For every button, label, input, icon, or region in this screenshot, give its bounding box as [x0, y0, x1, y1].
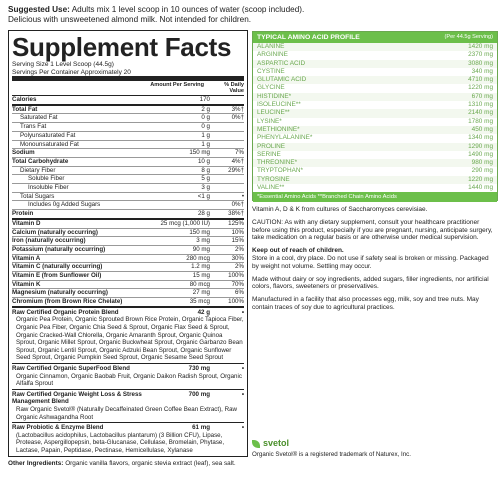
blend-header: [12, 424, 244, 432]
nutrient-dv: 2%: [235, 245, 244, 253]
facts-row: [12, 272, 244, 281]
nutrient-dv: [214, 96, 244, 104]
blend: [12, 364, 244, 390]
blend: [12, 423, 244, 456]
amino-row: [253, 84, 497, 92]
amino-row: [253, 118, 497, 126]
col-amount: Amount Per Serving: [150, 82, 204, 88]
amino-row: [253, 167, 497, 175]
facts-row: [12, 184, 244, 193]
amino-row: [253, 126, 497, 134]
nutrient-amount: <1 g: [197, 192, 210, 200]
panel-title: Supplement Facts: [12, 32, 232, 62]
amino-row: [253, 43, 497, 51]
amino-row: [253, 176, 497, 184]
nutrient-amount: 150 mg: [189, 228, 210, 236]
label-text: [252, 206, 496, 317]
nutrient-amount: 8 g: [201, 166, 210, 174]
nutrient-name: Includes 0g Added Sugars: [28, 201, 101, 209]
blend-amount: 730 mg: [188, 365, 210, 373]
nutrient-name: Insoluble Fiber: [28, 184, 69, 192]
nutrient-amount: 25 mcg (1,000 IU): [160, 219, 210, 227]
amino-value: 1420 mg: [468, 43, 493, 50]
amino-header: [253, 32, 497, 43]
nutrient-name: Potassium (naturally occurring): [12, 245, 106, 253]
amino-name: ARGININE: [257, 51, 288, 59]
nutrient-name: Vitamin A: [12, 254, 41, 262]
facts-row: [12, 141, 244, 150]
nutrient-name: Sodium: [12, 149, 35, 157]
nutrient-dv: 0%†: [231, 201, 244, 209]
nutrient-name: Iron (naturally occurring): [12, 237, 86, 245]
nutrient-dv: 10%: [231, 228, 244, 236]
amino-name: LEUCINE**: [257, 109, 290, 117]
facts-row: [12, 246, 244, 255]
nutrient-dv: [214, 184, 244, 192]
nutrient-amount: 1.2 mg: [191, 263, 210, 271]
made-without-text: Made without dairy or soy ingredients, added sugars, filler ingredients, nor artificial colors, flavors, sweeteners or preservatives.: [252, 275, 489, 291]
amino-title: TYPICAL AMINO ACID PROFILE: [257, 34, 360, 41]
nutrient-amount: 10 g: [197, 157, 210, 165]
nutrient-dv: 30%: [231, 254, 244, 262]
nutrient-dv: 2%: [235, 263, 244, 271]
amino-value: 2140 mg: [468, 109, 493, 117]
blend-amount: 700 mg: [188, 390, 210, 398]
amino-name: ASPARTIC ACID: [257, 59, 306, 67]
nutrient-amount: 3 g: [201, 184, 210, 192]
svetol-trademark: [252, 440, 496, 458]
nutrient-amount: [148, 201, 210, 209]
blend: [12, 390, 244, 423]
nutrient-dv: [214, 123, 244, 131]
col-dv: % Daily Value: [224, 82, 244, 94]
suggested-use-label: Suggested Use:: [8, 5, 70, 14]
amino-value: 340 mg: [471, 67, 493, 75]
nutrient-name: Saturated Fat: [20, 114, 58, 122]
nutrient-dv: [214, 141, 244, 149]
amino-acid-profile: [252, 31, 498, 201]
amino-name: METHIONINE*: [257, 125, 300, 133]
amino-value: 450 mg: [471, 125, 493, 133]
nutrient-dv: [214, 175, 244, 183]
amino-name: THREONINE*: [257, 159, 298, 167]
blend-header: [12, 365, 244, 373]
nutrient-name: Dietary Fiber: [20, 166, 56, 174]
amino-name: TYROSINE: [257, 175, 290, 183]
nutrient-dv: 38%†: [228, 210, 244, 218]
facts-blends: [12, 308, 244, 457]
amino-name: PHENYLALANINE*: [257, 134, 313, 142]
amino-name: LYSINE*: [257, 117, 282, 125]
nutrient-dv: 29%†: [228, 166, 244, 174]
nutrient-name: Chromium (from Brown Rice Chelate): [12, 298, 123, 306]
facts-row: [12, 96, 244, 106]
amino-value: 3080 mg: [468, 59, 493, 67]
amino-value: 980 mg: [471, 159, 493, 167]
nutrient-name: Vitamin K: [12, 280, 41, 288]
suggested-use: [8, 5, 494, 25]
nutrient-name: Total Sugars: [20, 192, 55, 200]
other-ingredients-label: Other Ingredients:: [8, 460, 64, 467]
nutrient-name: Calcium (naturally occurring): [12, 228, 98, 236]
nutrient-name: Trans Fat: [20, 123, 47, 131]
nutrient-name: Polyunsaturated Fat: [20, 131, 76, 139]
blend-amount: 42 g: [197, 308, 210, 316]
blend-ingredients: Organic Pea Protein, Organic Sprouted Brown Rice Protein, Organic Tapioca Fiber, Organic Pea Fiber, Organic Chia Seed & Sprout, Organic Flax Seed & Sprout, Organic Cracked-Wall Chlorella, Organic Amaranth Sprout, Organic Quinoa Sprout, Organic Millet Sprout, Organic Buckwheat Sprout, Organic Garbanzo Bean Sprout, Organic Lentil Sprout, Organic Adzuki Bean Sprout, Organic Sunflower Seed Sprout, Organic Pumpkin Seed Sprout, Organic Sesame Seed Sprout: [16, 316, 244, 362]
facts-row: [12, 263, 244, 272]
nutrient-amount: 5 g: [201, 175, 210, 183]
amino-row: [253, 93, 497, 101]
amino-name: HISTIDINE*: [257, 92, 292, 100]
facts-row: [12, 158, 244, 167]
storage-text: Store in a cool, dry place. Do not use if safety seal is broken or missing. Packaged by weight not volume. Settling may occur.: [252, 254, 489, 270]
nutrient-amount: 80 mcg: [189, 280, 210, 288]
facility-text: Manufactured in a facility that also processes egg, milk, soy and tree nuts. May contain traces of soy due to agricultural practices.: [252, 296, 479, 311]
amino-name: SERINE: [257, 150, 281, 158]
amino-name: GLYCINE: [257, 84, 285, 92]
nutrient-name: Soluble Fiber: [28, 175, 65, 183]
blend-dv: •: [241, 308, 244, 316]
amino-value: 1310 mg: [468, 101, 493, 109]
blend-amount: 61 mg: [192, 424, 210, 432]
nutrient-dv: 4%†: [231, 157, 244, 165]
facts-rows: [12, 96, 244, 308]
amino-name: VALINE**: [257, 184, 285, 192]
facts-row: [12, 255, 244, 264]
nutrient-dv: 100%: [228, 272, 244, 280]
other-ingredients: [8, 460, 248, 468]
amino-name: GLUTAMIC ACID: [257, 76, 307, 84]
amino-value: 1440 mg: [468, 184, 493, 192]
blend-ingredients: (Lactobacillus acidophilus, Lactobacillus plantarum) (3 Billion CFU), Lipase, Protease, Aspergillopepsin, beta-Glucanase, Cellulase, Bromelain, Phytase, Lactase, Papain, Peptidase, Pectinase, Hemicellulase, Xylanase: [16, 431, 225, 454]
amino-row: [253, 184, 497, 192]
other-ingredients-text: Organic vanilla flavors, organic stevia extract (leaf), sea salt.: [65, 460, 236, 467]
nutrient-amount: 15 mg: [192, 272, 210, 280]
nutrient-dv: 70%: [231, 280, 244, 288]
amino-row: [253, 159, 497, 167]
amino-value: 2370 mg: [468, 51, 493, 59]
facts-row: [12, 175, 244, 184]
facts-row: [12, 114, 244, 123]
amino-value: 1220 mg: [468, 175, 493, 183]
serving-size: Serving Size 1 Level Scoop (44.5g): [12, 61, 114, 68]
facts-row: [12, 167, 244, 176]
blend-name: Raw Certified Organic Protein Blend: [12, 308, 119, 316]
blend-name: Raw Certified Organic SuperFood Blend: [12, 365, 130, 373]
nutrient-name: Magnesium (naturally occurring): [12, 289, 108, 297]
blend-dv: •: [241, 424, 244, 432]
amino-subtitle: (Per 44.5g Serving): [444, 34, 493, 40]
nutrient-amount: 0 g: [201, 123, 210, 131]
nutrient-name: Calories: [12, 96, 37, 103]
nutrient-dv: 0%†: [231, 114, 244, 122]
amino-value: 4710 mg: [468, 76, 493, 84]
facts-row: [12, 289, 244, 298]
svetol-text: Organic Svetol® is a registered trademark of Naturex, Inc.: [252, 450, 411, 458]
nutrient-amount: 3 mg: [196, 237, 210, 245]
vitamins-source: Vitamin A, D & K from cultures of Saccharomyces cerevisiae.: [252, 206, 428, 213]
nutrient-name: Protein: [12, 210, 34, 218]
amino-row: [253, 60, 497, 68]
nutrient-dv: 15%: [231, 237, 244, 245]
amino-name: ALANINE: [257, 43, 285, 50]
nutrient-dv: 100%: [228, 298, 244, 306]
nutrient-amount: 28 g: [197, 210, 210, 218]
children-warning: Keep out of reach of children.: [252, 247, 344, 255]
blend: [12, 308, 244, 364]
amino-row: [253, 101, 497, 109]
caution-text: CAUTION: As with any dietary supplement, consult your healthcare practitioner before using this product, especially if you are pregnant, nursing, anticipate surgery, take medication on a regular basis or are otherwise under medical supervision.: [252, 218, 493, 242]
facts-row: [12, 298, 244, 308]
amino-row: [253, 134, 497, 142]
facts-row: [12, 193, 244, 202]
amino-value: 1290 mg: [468, 142, 493, 150]
amino-row: [253, 76, 497, 84]
blend-ingredients: Raw Organic Svetol® (Naturally Decaffeinated Green Coffee Bean Extract), Raw Organic Ashwagandha Root: [16, 406, 237, 421]
nutrient-dv: 6%: [235, 289, 244, 297]
amino-name: ISOLEUCINE**: [257, 101, 301, 109]
nutrient-dv: •: [241, 192, 244, 200]
nutrient-dv: 3%†: [231, 105, 244, 113]
nutrient-amount: 27 mg: [192, 289, 210, 297]
suggested-use-line2: Delicious with unsweetened almond milk. Not intended for children.: [8, 15, 252, 24]
suggested-use-text: Adults mix 1 level scoop in 10 ounces of water (scoop included).: [71, 5, 305, 14]
amino-value: 1780 mg: [468, 117, 493, 125]
facts-row: [12, 123, 244, 132]
blend-header: [12, 391, 244, 406]
blend-header: [12, 309, 244, 317]
facts-row: [12, 229, 244, 238]
blend-name: Raw Certified Organic Weight Loss & Stress Management Blend: [12, 390, 142, 406]
amino-name: PROLINE: [257, 142, 286, 150]
facts-row: [12, 132, 244, 141]
supplement-facts-panel: [8, 30, 248, 457]
amino-value: 290 mg: [471, 167, 493, 175]
amino-value: 1220 mg: [468, 84, 493, 92]
nutrient-dv: 7%: [235, 149, 244, 157]
svetol-logo-text: svetol: [263, 438, 290, 449]
amino-row: [253, 68, 497, 76]
nutrient-amount: 1 g: [201, 131, 210, 139]
nutrient-amount: 90 mg: [192, 245, 210, 253]
facts-row: [12, 281, 244, 290]
blend-ingredients: Organic Cinnamon, Organic Baobab Fruit, Organic Daikon Radish Sprout, Organic Alfalfa Sprout: [16, 372, 242, 388]
amino-rows: [253, 43, 497, 192]
facts-row: [12, 106, 244, 115]
blend-dv: •: [241, 365, 244, 373]
amino-row: [253, 143, 497, 151]
facts-header: [12, 76, 244, 96]
nutrient-amount: 280 mcg: [186, 254, 210, 262]
facts-row: [12, 201, 244, 210]
amino-value: 1340 mg: [468, 134, 493, 142]
facts-row: [12, 149, 244, 158]
nutrient-amount: 2 g: [201, 105, 210, 113]
nutrient-name: Total Carbohydrate: [12, 157, 69, 165]
nutrient-dv: [214, 132, 244, 140]
nutrient-amount: 170: [199, 96, 210, 103]
amino-value: 670 mg: [471, 92, 493, 100]
amino-row: [253, 109, 497, 117]
facts-row: [12, 210, 244, 220]
nutrient-name: Vitamin D: [12, 219, 41, 227]
facts-row: [12, 237, 244, 246]
nutrient-dv: 125%: [228, 219, 244, 227]
leaf-icon: [252, 440, 260, 448]
amino-name: TRYPTOPHAN*: [257, 167, 303, 175]
amino-name: CYSTINE: [257, 67, 285, 75]
facts-row: [12, 220, 244, 229]
nutrient-name: Total Fat: [12, 105, 38, 113]
nutrient-amount: 150 mg: [189, 149, 210, 157]
nutrient-name: Vitamin E (from Sunflower Oil): [12, 272, 102, 280]
svetol-logo: [252, 440, 289, 448]
servings-per-container: Servings Per Container Approximately 20: [12, 68, 131, 76]
amino-row: [253, 151, 497, 159]
amino-row: [253, 51, 497, 59]
nutrient-name: Vitamin C (naturally occurring): [12, 263, 103, 271]
nutrient-amount: 1 g: [201, 140, 210, 148]
amino-footnote: *Essential Amino Acids **Branched Chain Amino Acids: [253, 192, 497, 202]
nutrient-amount: 35 mcg: [189, 298, 210, 306]
amino-value: 1490 mg: [468, 150, 493, 158]
nutrient-amount: 0 g: [201, 114, 210, 122]
blend-name: Raw Probiotic & Enzyme Blend: [12, 424, 104, 432]
nutrient-name: Monounsaturated Fat: [20, 140, 79, 148]
blend-dv: •: [241, 390, 244, 398]
